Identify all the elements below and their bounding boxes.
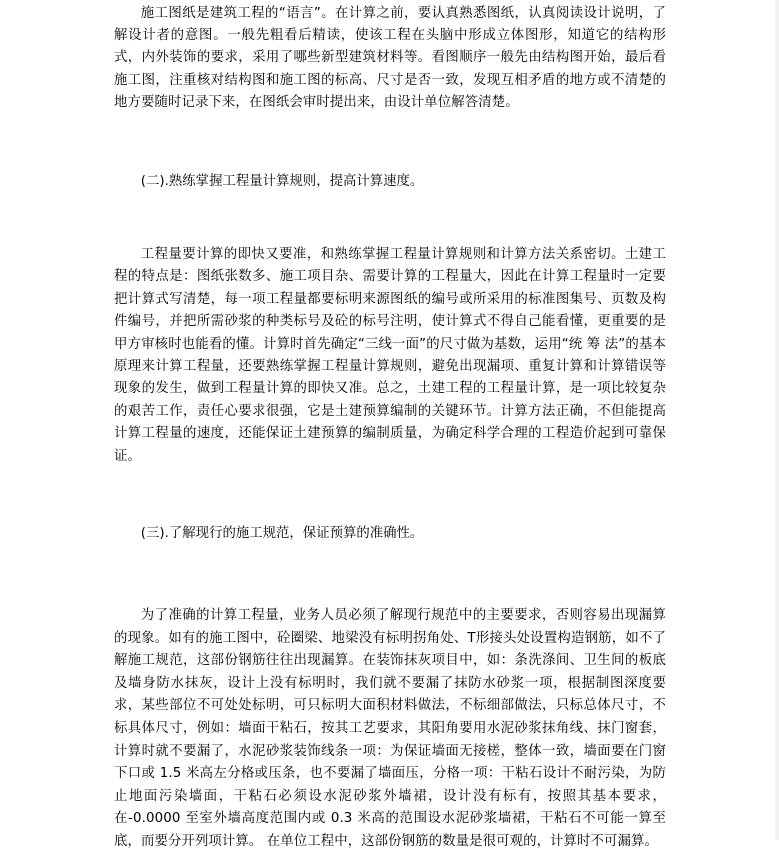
scrollbar[interactable] — [775, 0, 779, 840]
section-heading-3: (三).了解现行的施工规范，保证预算的准确性。 — [140, 526, 424, 541]
paragraph-calculation-rules: 工程量要计算的即快又要准，和熟练掌握工程量计算规则和计算方法关系密切。土建工程的特点是：图纸张数多、施工项目杂、需要计算的工程量大，因此在计算工程量时一定要把计算式写清楚，每一项工程量都要标明来源图纸的编号或所采用的标准图集号、页数及构件编号，并把所需砂浆的种类标号及砼的标号注明，使计算式不得自己能看懂，更重要的是甲方审核时也能看的懂。计算时首先确定“三线一面”的尺寸做为基数，运用“统 筹 法”的基本原理来计算工程量，还要熟练掌握工程量计算规则，避免出现漏项、重复计算和计算错误等现象的发生，做到工程量计算的即快又准。总之，土建工程的工程量计算，是一项比较复杂的艰苦工作，责任心要求很强，它是土建预算编制的关键环节。计算方法正确，不但能提高计算工程量的速度，还能保证土建预算的编制质量，为确定科学合理的工程造价起到可靠保证。 — [114, 247, 666, 464]
section-heading-2: (二).熟练掌握工程量计算规则，提高计算速度。 — [140, 174, 424, 189]
paragraph-read-drawings: 施工图纸是建筑工程的“语言”。在计算之前，要认真熟悉图纸，认真阅读设计说明，了解设计者的意图。一般先粗看后精读，使该工程在头脑中形成立体图形，知道它的结构形式，内外装饰的要求，采用了哪些新型建筑材料等。看图顺序一般先由结构图开始，最后看施工图，注重核对结构图和施工图的标高、尺寸是否一致，发现互相矛盾的地方或不清楚的地方要随时记录下来，在图纸会审时提出来，由设计单位解答清楚。 — [114, 6, 666, 110]
paragraph-construction-specs: 为了准确的计算工程量，业务人员必须了解现行规范中的主要要求，否则容易出现漏算的现象。如有的施工图中，砼圈梁、地梁没有标明拐角处、T形接头处设置构造钢筋，如不了解施工规范，这部份钢筋往往出现漏算。在装饰抹灰项目中，如：条洗涤间、卫生间的板底及墙身防水抹灰，设计上没有标明时，我们就不要漏了抹防水砂浆一项，根据制图深度要求，某些部位不可处处标明，可只标明大面积材料做法，不标细部做法，只标总体尺寸，不标具体尺寸，例如：墙面干粘石，按其工艺要求，其阳角要用水泥砂浆抹角线、抹门窗套，计算时就不要漏了，水泥砂浆装饰线条一项：为保证墙面无接槎，整体一致，墙面要在门窗下口或 1.5 米高左分格或压条，也不要漏了墙面压，分格一项：干粘石设计不耐污染，为防止地面污染墙面，干粘石必须设水泥砂浆外墙裙，设计没有标有，按照其基本要求，在-0.0000 至室外墙高度范围内或 0.3 米高的范围设水泥砂浆墙裙，干粘石不可能一算至底，而要分开列项计算。 在单位工程中，这部份钢筋的数量是很可观的，计算时不可漏算。 — [114, 608, 666, 849]
